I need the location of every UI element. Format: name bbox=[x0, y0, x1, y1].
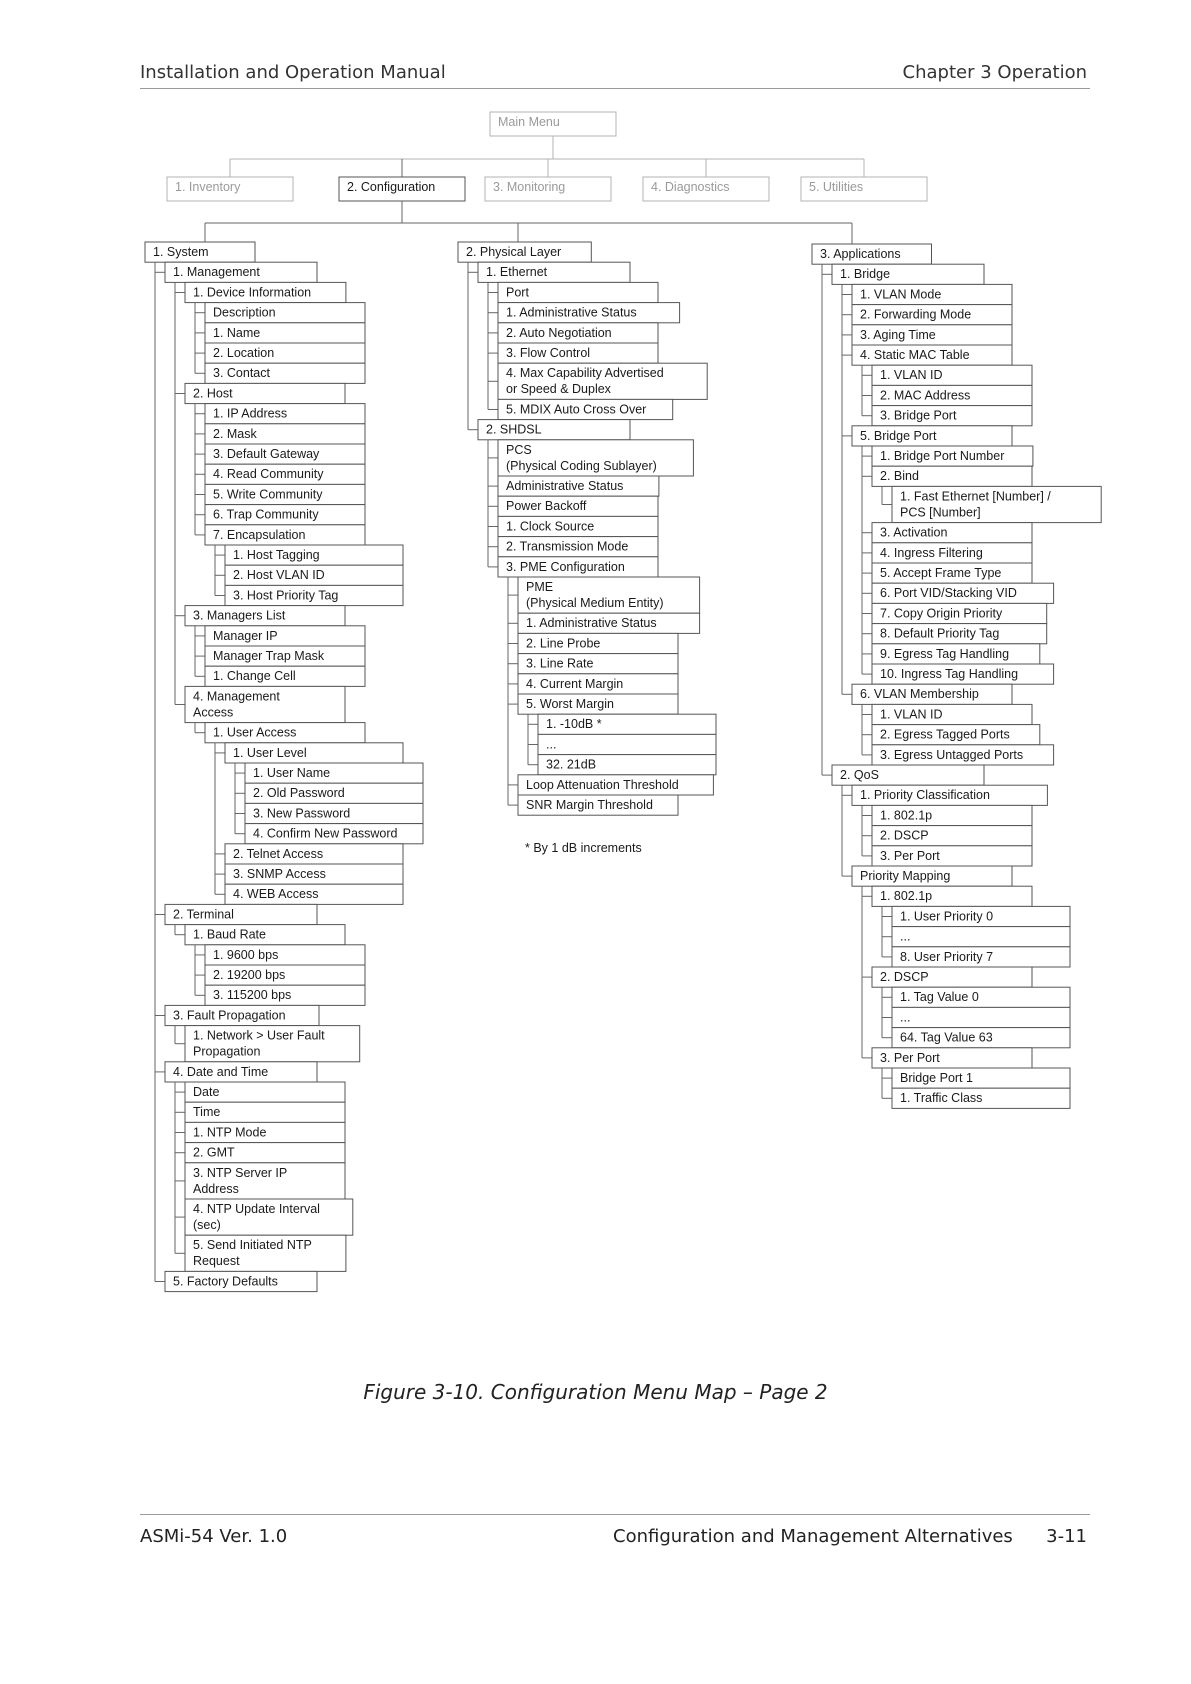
menu-item-3-115200-bps bbox=[205, 985, 365, 1005]
menu-item-description bbox=[205, 303, 365, 323]
menu-item-label: Time bbox=[193, 1105, 221, 1120]
menu-item-9-egress-tag-handling bbox=[872, 644, 1040, 664]
menu-item-label: Power Backoff bbox=[506, 499, 587, 514]
menu-item-label: 3. Aging Time bbox=[860, 327, 936, 342]
menu-item-2-dscp bbox=[872, 967, 1032, 987]
menu-item-label: 2. Configuration bbox=[347, 180, 436, 194]
menu-item-item bbox=[892, 927, 1070, 947]
menu-item-label: 5. Accept Frame Type bbox=[880, 566, 1002, 580]
menu-item-1-administrative-status bbox=[518, 613, 700, 633]
menu-item-6-vlan-membership bbox=[852, 684, 1012, 704]
menu-item-label: 3. Bridge Port bbox=[880, 408, 957, 423]
menu-item-label: 3. 115200 bps bbox=[213, 988, 292, 1003]
menu-item-1-ethernet bbox=[478, 262, 630, 282]
menu-item-date bbox=[185, 1082, 345, 1102]
menu-item-2-telnet-access bbox=[225, 844, 403, 864]
menu-item-5-accept-frame-type bbox=[872, 563, 1032, 583]
menu-item-5-send-initiated-ntp-request bbox=[185, 1235, 346, 1271]
menu-item-label: Bridge Port 1 bbox=[900, 1071, 973, 1085]
menu-item-label: Propagation bbox=[193, 1044, 261, 1059]
menu-item-1-network-user-fault-propagation bbox=[185, 1026, 360, 1062]
menu-item-3-flow-control bbox=[498, 343, 658, 363]
menu-item-label: 6. Port VID/Stacking VID bbox=[880, 586, 1017, 601]
top-menu-3-monitoring bbox=[485, 177, 611, 201]
menu-item-label: PCS bbox=[506, 442, 532, 457]
menu-item-label: Port bbox=[506, 285, 529, 300]
menu-item-pme-physical-medium-entity bbox=[518, 577, 700, 613]
main-menu-box bbox=[490, 112, 616, 136]
menu-item-label: 5. Send Initiated NTP bbox=[193, 1238, 312, 1253]
menu-item-label: 1. System bbox=[153, 245, 209, 259]
menu-item-3-activation bbox=[872, 523, 1032, 543]
menu-item-label: 3. Fault Propagation bbox=[173, 1008, 286, 1023]
menu-item-1-name bbox=[205, 323, 365, 343]
menu-item-1-tag-value-0 bbox=[892, 987, 1070, 1007]
menu-item-label: 1. Bridge Port Number bbox=[880, 449, 1005, 463]
menu-item-2-auto-negotiation bbox=[498, 323, 658, 343]
menu-item-label: 1. VLAN ID bbox=[880, 707, 943, 722]
menu-item-label: Address bbox=[193, 1181, 239, 1196]
menu-item-3-egress-untagged-ports bbox=[872, 745, 1054, 765]
menu-item-3-managers-list bbox=[185, 606, 345, 626]
menu-item-4-max-capability-advertised-or-speed-dup bbox=[498, 363, 707, 399]
menu-item-label: 5. Factory Defaults bbox=[173, 1274, 278, 1289]
menu-item-label: 2. Line Probe bbox=[526, 636, 601, 651]
menu-item-2-19200-bps bbox=[205, 965, 365, 985]
menu-item-label: 2. QoS bbox=[840, 768, 879, 782]
header-right: Chapter 3 Operation bbox=[902, 62, 1087, 83]
menu-item-label: 2. Forwarding Mode bbox=[860, 307, 972, 322]
menu-item-label: (Physical Medium Entity) bbox=[526, 596, 664, 610]
menu-item-8-user-priority-7 bbox=[892, 947, 1070, 967]
menu-item-label: Manager Trap Mask bbox=[213, 649, 325, 663]
menu-item-label: 1. Priority Classification bbox=[860, 788, 990, 803]
menu-item-1-device-information bbox=[185, 282, 346, 302]
menu-item-power-backoff bbox=[498, 496, 658, 516]
menu-item-label: 2. Bind bbox=[880, 469, 919, 484]
menu-item-1-administrative-status bbox=[498, 303, 680, 323]
menu-item-label: 1. -10dB * bbox=[546, 717, 602, 732]
menu-item-label: 5. Worst Margin bbox=[526, 697, 614, 711]
menu-item-time bbox=[185, 1102, 345, 1122]
menu-item-label: 1. Ethernet bbox=[486, 265, 548, 280]
menu-item-label: 4. Ingress Filtering bbox=[880, 545, 983, 560]
menu-item-label: 1. 802.1p bbox=[880, 889, 933, 904]
menu-item-label: 1. IP Address bbox=[213, 406, 288, 421]
menu-item-label: 3. SNMP Access bbox=[233, 867, 326, 881]
menu-item-4-web-access bbox=[225, 884, 403, 904]
menu-item-label: 3. PME Configuration bbox=[506, 559, 625, 574]
top-menu-1-inventory bbox=[167, 177, 293, 201]
menu-item-label: 1. User Name bbox=[253, 766, 331, 780]
menu-item-label: 3. Managers List bbox=[193, 608, 286, 623]
menu-item-3-pme-configuration bbox=[498, 557, 658, 577]
menu-item-label: 5. Utilities bbox=[809, 180, 864, 194]
menu-item-label: 2. DSCP bbox=[880, 828, 929, 843]
menu-item-loop-attenuation-threshold bbox=[518, 775, 713, 795]
menu-item-2-physical-layer bbox=[458, 242, 591, 262]
menu-item-2-host-vlan-id bbox=[225, 565, 403, 585]
menu-item-3-per-port bbox=[872, 1048, 1032, 1068]
menu-item-item bbox=[892, 1007, 1070, 1027]
menu-item-label: Description bbox=[213, 305, 276, 320]
menu-item-label: PME bbox=[526, 580, 554, 594]
footer-left: ASMi-54 Ver. 1.0 bbox=[140, 1526, 288, 1547]
menu-item-label: PCS [Number] bbox=[900, 505, 981, 520]
menu-item-label: 32. 21dB bbox=[546, 757, 597, 772]
menu-item-label: Date bbox=[193, 1085, 220, 1099]
menu-item-1-bridge-port-number bbox=[872, 446, 1033, 466]
menu-item-4-static-mac-table bbox=[852, 345, 1012, 365]
menu-item-3-ntp-server-ip-address bbox=[185, 1163, 345, 1199]
menu-item-label: 5. MDIX Auto Cross Over bbox=[506, 402, 647, 417]
menu-item-3-new-password bbox=[245, 803, 423, 823]
menu-item-label: Access bbox=[193, 705, 234, 720]
menu-item-5-mdix-auto-cross-over bbox=[498, 399, 673, 419]
menu-item-label: 1. Network > User Fault bbox=[193, 1028, 325, 1043]
menu-item-label: 2. Host VLAN ID bbox=[233, 568, 325, 583]
menu-item-label: 2. Transmission Mode bbox=[506, 539, 629, 554]
menu-item-1-change-cell bbox=[205, 666, 365, 686]
increment-note: * By 1 dB increments bbox=[525, 841, 642, 855]
menu-item-label: 9. Egress Tag Handling bbox=[880, 646, 1010, 661]
menu-item-3-fault-propagation bbox=[165, 1005, 319, 1025]
menu-item-1-vlan-mode bbox=[852, 284, 1012, 304]
menu-item-1-clock-source bbox=[498, 516, 658, 536]
menu-item-3-aging-time bbox=[852, 325, 1012, 345]
menu-item-label: 4. Max Capability Advertised bbox=[506, 366, 664, 381]
menu-item-1-user-priority-0 bbox=[892, 906, 1070, 926]
menu-item-4-read-community bbox=[205, 464, 365, 484]
menu-item-3-snmp-access bbox=[225, 864, 403, 884]
menu-item-label: ... bbox=[546, 737, 557, 752]
menu-item-1-9600-bps bbox=[205, 945, 365, 965]
menu-item-1-host-tagging bbox=[225, 545, 403, 565]
menu-item-1-vlan-id bbox=[872, 704, 1032, 724]
menu-item-2-egress-tagged-ports bbox=[872, 725, 1040, 745]
menu-item-label: 4. Current Margin bbox=[526, 676, 624, 691]
menu-item-5-write-community bbox=[205, 484, 365, 504]
menu-item-label: 1. Clock Source bbox=[506, 519, 595, 534]
menu-item-2-mask bbox=[205, 424, 365, 444]
menu-item-label: 2. Terminal bbox=[173, 907, 234, 922]
menu-item-label: 3. NTP Server IP bbox=[193, 1165, 288, 1180]
menu-item-label: 1. Change Cell bbox=[213, 669, 296, 684]
menu-item-2-old-password bbox=[245, 783, 423, 803]
menu-item-2-forwarding-mode bbox=[852, 305, 1012, 325]
menu-item-1-ip-address bbox=[205, 404, 365, 424]
menu-item-label: 1. Host Tagging bbox=[233, 548, 320, 562]
menu-item-3-bridge-port bbox=[872, 406, 1032, 426]
menu-item-label: 2. Egress Tagged Ports bbox=[880, 727, 1010, 742]
menu-item-administrative-status bbox=[498, 476, 659, 496]
menu-item-5-bridge-port bbox=[852, 426, 1012, 446]
menu-item-label: Request bbox=[193, 1254, 240, 1269]
menu-item-item bbox=[538, 734, 716, 754]
menu-item-4-ntp-update-interval-sec bbox=[185, 1199, 353, 1235]
menu-item-label: 3. Contact bbox=[213, 366, 270, 381]
menu-item-label: 3. New Password bbox=[253, 806, 351, 821]
menu-item-label: 2. Mask bbox=[213, 426, 257, 441]
menu-item-label: 3. Per Port bbox=[880, 848, 940, 863]
menu-item-label: 2. Physical Layer bbox=[466, 245, 562, 259]
menu-item-2-qos bbox=[832, 765, 984, 785]
menu-item-1-traffic-class bbox=[892, 1088, 1070, 1108]
menu-item-label: 2. DSCP bbox=[880, 970, 929, 984]
menu-item-1-user-access bbox=[205, 723, 365, 743]
menu-item-1-vlan-id bbox=[872, 365, 1032, 385]
menu-item-label: Main Menu bbox=[498, 115, 560, 129]
menu-item-label: 4. Date and Time bbox=[173, 1064, 269, 1079]
menu-item-label: 1. Fast Ethernet [Number] / bbox=[900, 489, 1051, 504]
menu-item-10-ingress-tag-handling bbox=[872, 664, 1054, 684]
menu-item-label: 64. Tag Value 63 bbox=[900, 1030, 993, 1045]
menu-item-label: 2. Host bbox=[193, 386, 233, 401]
menu-item-label: 2. 19200 bps bbox=[213, 968, 286, 982]
menu-item-bridge-port-1 bbox=[892, 1068, 1070, 1088]
menu-item-4-management-access bbox=[185, 686, 345, 722]
menu-item-label: 1. Name bbox=[213, 325, 261, 340]
menu-item-label: 4. Static MAC Table bbox=[860, 348, 970, 362]
menu-item-1-10db bbox=[538, 714, 716, 734]
menu-item-label: 8. User Priority 7 bbox=[900, 949, 994, 964]
menu-item-1-system bbox=[145, 242, 255, 262]
menu-item-label: 1. Inventory bbox=[175, 180, 241, 194]
menu-item-label: 2. SHDSL bbox=[486, 422, 542, 437]
menu-item-1-802-1p bbox=[872, 886, 1032, 906]
menu-item-label: 8. Default Priority Tag bbox=[880, 626, 1000, 641]
menu-item-1-user-level bbox=[225, 743, 403, 763]
menu-item-label: 3. Monitoring bbox=[493, 180, 566, 194]
menu-item-label: 5. Bridge Port bbox=[860, 428, 937, 443]
menu-item-label: 3. Flow Control bbox=[506, 346, 591, 360]
menu-item-label: (sec) bbox=[193, 1218, 221, 1232]
menu-item-label: Manager IP bbox=[213, 628, 278, 643]
menu-item-label: 1. VLAN ID bbox=[880, 368, 943, 383]
figure-caption: Figure 3-10. Configuration Menu Map – Page 2 bbox=[363, 1380, 828, 1404]
menu-item-label: 6. Trap Community bbox=[213, 507, 319, 522]
menu-item-label: 2. MAC Address bbox=[880, 388, 971, 403]
header-left: Installation and Operation Manual bbox=[140, 62, 446, 83]
menu-item-2-line-probe bbox=[518, 633, 678, 653]
menu-item-4-current-margin bbox=[518, 674, 678, 694]
top-menu-4-diagnostics bbox=[643, 177, 769, 201]
menu-item-label: 6. VLAN Membership bbox=[860, 687, 979, 702]
menu-item-4-date-and-time bbox=[165, 1062, 317, 1082]
menu-item-6-trap-community bbox=[205, 505, 365, 525]
menu-item-2-terminal bbox=[165, 904, 317, 924]
menu-item-label: Priority Mapping bbox=[860, 869, 951, 883]
menu-item-1-priority-classification bbox=[852, 785, 1047, 805]
menu-item-label: 3. Activation bbox=[880, 525, 948, 540]
menu-item-label: 4. Read Community bbox=[213, 467, 324, 482]
menu-item-2-shdsl bbox=[478, 420, 630, 440]
menu-item-3-host-priority-tag bbox=[225, 585, 403, 605]
menu-item-label: 4. Management bbox=[193, 689, 280, 704]
footer-divider bbox=[140, 1514, 1090, 1515]
menu-item-2-location bbox=[205, 343, 365, 363]
menu-item-1-802-1p bbox=[872, 805, 1032, 825]
menu-item-3-applications bbox=[812, 244, 932, 264]
menu-item-label: 2. Location bbox=[213, 346, 275, 360]
menu-item-label: 3. Host Priority Tag bbox=[233, 588, 339, 603]
menu-item-label: 2. GMT bbox=[193, 1145, 235, 1160]
menu-item-label: 2. Telnet Access bbox=[233, 846, 324, 861]
menu-item-pcs-physical-coding-sublayer bbox=[498, 440, 693, 476]
menu-item-1-user-name bbox=[245, 763, 423, 783]
menu-item-8-default-priority-tag bbox=[872, 624, 1047, 644]
menu-item-label: 4. Confirm New Password bbox=[253, 826, 398, 841]
menu-item-manager-trap-mask bbox=[205, 646, 365, 666]
menu-item-label: 1. NTP Mode bbox=[193, 1125, 267, 1140]
menu-item-label: 7. Encapsulation bbox=[213, 527, 306, 542]
menu-item-2-host bbox=[185, 383, 345, 403]
menu-item-3-line-rate bbox=[518, 654, 678, 674]
menu-item-label: 7. Copy Origin Priority bbox=[880, 606, 1003, 621]
menu-item-label: Administrative Status bbox=[506, 479, 624, 493]
menu-item-label: 1. 802.1p bbox=[880, 808, 933, 823]
menu-item-7-encapsulation bbox=[205, 525, 365, 545]
menu-item-label: 3. Egress Untagged Ports bbox=[880, 747, 1024, 762]
menu-item-label: 1. User Priority 0 bbox=[900, 909, 994, 924]
menu-item-label: 2. Auto Negotiation bbox=[506, 325, 612, 340]
menu-item-6-port-vid-stacking-vid bbox=[872, 583, 1054, 603]
menu-item-label: 1. Administrative Status bbox=[506, 305, 637, 320]
menu-item-64-tag-value-63 bbox=[892, 1028, 1070, 1048]
menu-item-label: 1. Baud Rate bbox=[193, 927, 266, 942]
menu-item-2-mac-address bbox=[872, 385, 1032, 405]
menu-item-label: Loop Attenuation Threshold bbox=[526, 777, 679, 792]
menu-item-label: ... bbox=[900, 929, 911, 944]
menu-item-3-default-gateway bbox=[205, 444, 365, 464]
menu-item-label: 3. Line Rate bbox=[526, 656, 594, 671]
menu-item-label: 1. Device Information bbox=[193, 285, 312, 300]
menu-item-2-bind bbox=[872, 466, 1032, 486]
menu-item-label: 1. Tag Value 0 bbox=[900, 990, 979, 1005]
menu-item-label: SNR Margin Threshold bbox=[526, 798, 653, 812]
menu-item-label: 1. Traffic Class bbox=[900, 1091, 983, 1106]
menu-item-5-factory-defaults bbox=[165, 1271, 317, 1291]
top-menu-5-utilities bbox=[801, 177, 927, 201]
menu-item-label: 4. Diagnostics bbox=[651, 180, 730, 194]
menu-item-label: (Physical Coding Sublayer) bbox=[506, 458, 657, 473]
menu-item-label: 2. Old Password bbox=[253, 786, 345, 801]
menu-item-label: ... bbox=[900, 1010, 911, 1025]
menu-item-label: 1. Management bbox=[173, 265, 260, 280]
menu-item-label: 10. Ingress Tag Handling bbox=[880, 667, 1019, 681]
menu-item-5-worst-margin bbox=[518, 694, 678, 714]
menu-item-priority-mapping bbox=[852, 866, 1012, 886]
menu-item-label: 1. Bridge bbox=[840, 267, 891, 282]
menu-item-label: 1. VLAN Mode bbox=[860, 287, 942, 302]
menu-item-manager-ip bbox=[205, 626, 365, 646]
top-menu-2-configuration bbox=[339, 177, 465, 201]
menu-item-4-confirm-new-password bbox=[245, 824, 423, 844]
menu-item-4-ingress-filtering bbox=[872, 543, 1032, 563]
menu-item-port bbox=[498, 282, 658, 302]
menu-item-snr-margin-threshold bbox=[518, 795, 678, 815]
menu-item-2-dscp bbox=[872, 826, 1032, 846]
menu-item-label: or Speed & Duplex bbox=[506, 382, 611, 397]
footer-center: Configuration and Management Alternatives bbox=[613, 1526, 1013, 1547]
menu-item-label: 3. Default Gateway bbox=[213, 447, 320, 461]
menu-item-label: 1. User Level bbox=[233, 745, 307, 760]
menu-item-label: 1. 9600 bps bbox=[213, 947, 279, 962]
menu-item-label: 4. NTP Update Interval bbox=[193, 1202, 320, 1216]
menu-item-label: 1. User Access bbox=[213, 725, 297, 740]
menu-item-1-ntp-mode bbox=[185, 1122, 345, 1142]
menu-item-label: 4. WEB Access bbox=[233, 887, 319, 902]
footer-page-number: 3-11 bbox=[1046, 1526, 1087, 1547]
menu-item-32-21db bbox=[538, 755, 716, 775]
menu-item-1-management bbox=[165, 262, 317, 282]
menu-item-3-contact bbox=[205, 363, 365, 383]
menu-item-1-fast-ethernet-number-pcs-number bbox=[892, 486, 1101, 522]
menu-item-1-baud-rate bbox=[185, 925, 345, 945]
menu-item-label: 5. Write Community bbox=[213, 487, 323, 502]
menu-item-label: 1. Administrative Status bbox=[526, 616, 657, 631]
menu-item-2-gmt bbox=[185, 1143, 345, 1163]
menu-item-3-per-port bbox=[872, 846, 1032, 866]
menu-item-1-bridge bbox=[832, 264, 984, 284]
menu-item-label: 3. Applications bbox=[820, 247, 901, 261]
menu-item-label: 3. Per Port bbox=[880, 1050, 940, 1065]
menu-item-2-transmission-mode bbox=[498, 537, 658, 557]
menu-item-7-copy-origin-priority bbox=[872, 603, 1047, 623]
